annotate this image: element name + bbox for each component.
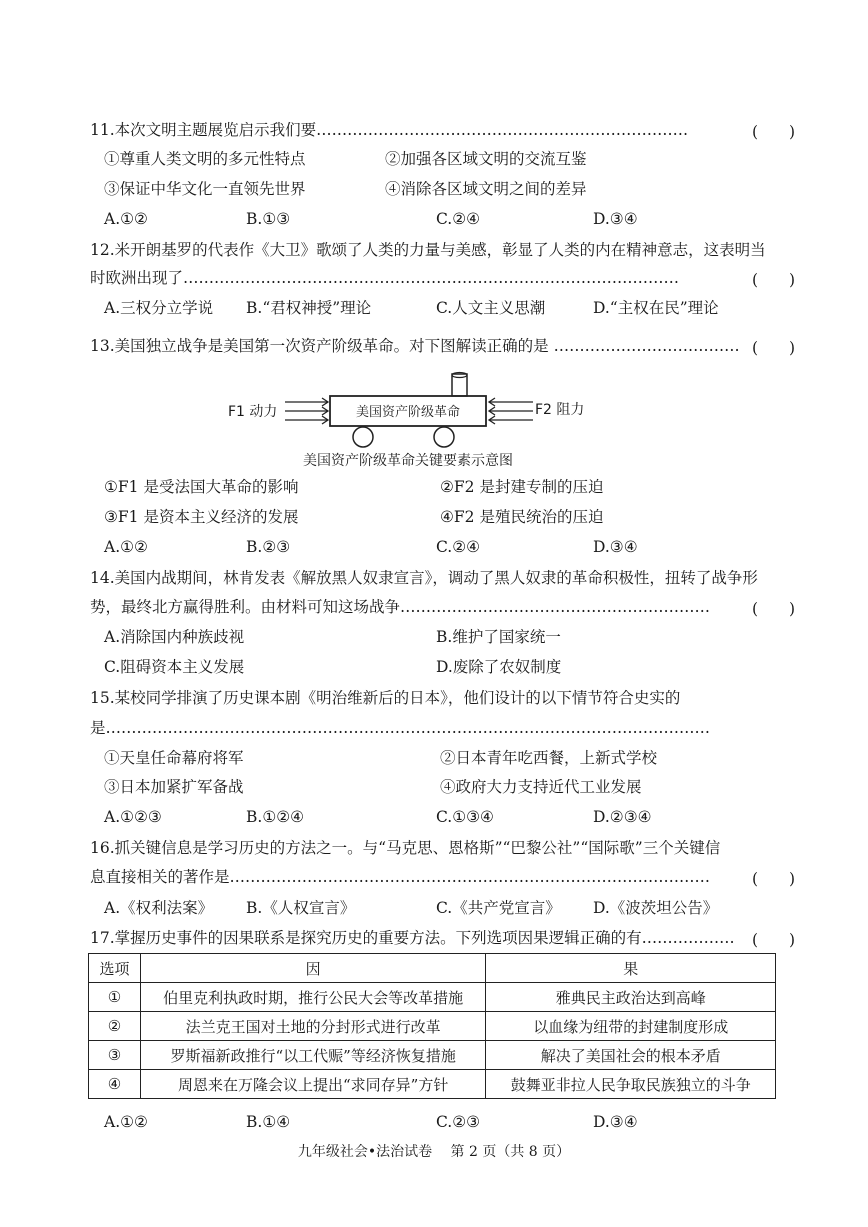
q13-stem: 13.美国独立战争是美国第一次资产阶级革命。对下图解读正确的是 ……………………………… bbox=[90, 337, 740, 355]
cause-effect-table bbox=[88, 953, 776, 1099]
table-cell-cause: 法兰克王国对土地的分封形式进行改革 bbox=[140, 1012, 485, 1041]
q13-choice-d: D.③④ bbox=[593, 538, 638, 556]
q11-option-2: ②加强各区域文明的交流互鉴 bbox=[385, 150, 587, 168]
table-cell-option: ② bbox=[89, 1012, 141, 1041]
q17-choice-a: A.①② bbox=[104, 1113, 148, 1131]
q12-choice-c: C.人文主义思潮 bbox=[436, 299, 546, 317]
q16-choice-d: D.《波茨坦公告》 bbox=[593, 899, 719, 917]
q16-stem-line1: 16.抓关键信息是学习历史的方法之一。与“马克思、恩格斯”“巴黎公社”“国际歌”三个关键信 bbox=[90, 839, 721, 857]
table-cell-option: ③ bbox=[89, 1041, 141, 1070]
q15-choice-c: C.①③④ bbox=[436, 808, 494, 826]
q16-choice-a: A.《权利法案》 bbox=[104, 899, 214, 917]
q15-option-1: ①天皇任命幕府将军 bbox=[104, 749, 244, 767]
table-cell-effect: 雅典民主政治达到高峰 bbox=[486, 983, 776, 1012]
q15-choice-a: A.①②③ bbox=[104, 808, 162, 826]
q13-choice-b: B.②③ bbox=[246, 538, 291, 556]
table-cell-effect: 以血缘为纽带的封建制度形成 bbox=[486, 1012, 776, 1041]
diagram-caption: 美国资产阶级革命关键要素示意图 bbox=[303, 453, 513, 469]
q17-choice-c: C.②③ bbox=[436, 1113, 481, 1131]
q13-option-3: ③F1 是资本主义经济的发展 bbox=[104, 508, 299, 526]
q11-choice-d: D.③④ bbox=[593, 210, 638, 228]
table-cell-effect: 解决了美国社会的根本矛盾 bbox=[486, 1041, 776, 1070]
q14-stem-line1: 14.美国内战期间，林肯发表《解放黑人奴隶宣言》，调动了黑人奴隶的革命积极性，扭转了战争形 bbox=[90, 569, 758, 587]
q12-choice-b: B.“君权神授”理论 bbox=[246, 299, 372, 317]
q11-option-4: ④消除各区域文明之间的差异 bbox=[385, 180, 587, 198]
q14-choice-b: B.维护了国家统一 bbox=[436, 628, 561, 646]
q13-option-2: ②F2 是封建专制的压迫 bbox=[440, 478, 604, 496]
table-cell-cause: 罗斯福新政推行“以工代赈”等经济恢复措施 bbox=[140, 1041, 485, 1070]
table-row bbox=[89, 1070, 776, 1099]
q11-option-3: ③保证中华文化一直领先世界 bbox=[104, 180, 306, 198]
table-row bbox=[89, 1012, 776, 1041]
q16-choice-b: B.《人权宣言》 bbox=[246, 899, 356, 917]
revolution-elements-diagram bbox=[0, 366, 868, 476]
table-header-cause: 因 bbox=[140, 954, 485, 983]
table-cell-effect: 鼓舞亚非拉人民争取民族独立的斗争 bbox=[486, 1070, 776, 1099]
q16-answer-paren: ( ) bbox=[752, 870, 796, 888]
q12-stem-line1: 12.米开朗基罗的代表作《大卫》歌颂了人类的力量与美感，彰显了人类的内在精神意志，这表明当 bbox=[90, 241, 766, 259]
q16-choice-c: C.《共产党宣言》 bbox=[436, 899, 561, 917]
f1-label: F1 动力 bbox=[228, 404, 278, 420]
q12-choice-a: A.三权分立学说 bbox=[104, 299, 214, 317]
q13-option-1: ①F1 是受法国大革命的影响 bbox=[104, 478, 299, 496]
q17-answer-paren: ( ) bbox=[752, 931, 796, 949]
q14-choice-d: D.废除了农奴制度 bbox=[436, 658, 562, 676]
q15-choice-d: D.②③④ bbox=[593, 808, 652, 826]
q12-choice-d: D.“主权在民”理论 bbox=[593, 299, 719, 317]
table-cell-cause: 周恩来在万隆会议上提出“求同存异”方针 bbox=[140, 1070, 485, 1099]
f2-arrows bbox=[489, 398, 533, 424]
q15-stem-line1: 15.某校同学排演了历史课本剧《明治维新后的日本》，他们设计的以下情节符合史实的 bbox=[90, 689, 681, 707]
table-cell-option: ① bbox=[89, 983, 141, 1012]
q16-stem-line2: 息直接相关的著作是………………………………………………………………………………… bbox=[90, 868, 711, 886]
q14-answer-paren: ( ) bbox=[752, 600, 796, 618]
q15-choice-b: B.①②④ bbox=[246, 808, 305, 826]
table-row bbox=[89, 983, 776, 1012]
q14-stem-line2: 势，最终北方赢得胜利。由材料可知这场战争…………………………………………………… bbox=[90, 598, 711, 616]
q11-choice-b: B.①③ bbox=[246, 210, 291, 228]
diagram-box-label: 美国资产阶级革命 bbox=[355, 405, 461, 420]
q13-choice-a: A.①② bbox=[104, 538, 148, 556]
q13-choice-c: C.②④ bbox=[436, 538, 481, 556]
f1-arrows bbox=[285, 398, 328, 424]
q15-option-3: ③日本加紧扩军备战 bbox=[104, 778, 244, 796]
diagram-wheel-right bbox=[434, 427, 454, 447]
q17-choice-d: D.③④ bbox=[593, 1113, 638, 1131]
q14-choice-c: C.阻碍资本主义发展 bbox=[104, 658, 245, 676]
table-row bbox=[89, 1041, 776, 1070]
q11-choice-c: C.②④ bbox=[436, 210, 481, 228]
q11-answer-paren: ( ) bbox=[752, 123, 796, 141]
q14-choice-a: A.消除国内种族歧视 bbox=[104, 628, 245, 646]
table-cell-option: ④ bbox=[89, 1070, 141, 1099]
table-header-effect: 果 bbox=[486, 954, 776, 983]
table-header-option: 选项 bbox=[89, 954, 141, 983]
q15-option-2: ②日本青年吃西餐，上新式学校 bbox=[440, 749, 658, 767]
q11-stem: 11.本次文明主题展览启示我们要……………………………………………………………… bbox=[90, 121, 689, 139]
q11-choice-a: A.①② bbox=[104, 210, 148, 228]
q17-stem: 17.掌握历史事件的因果联系是探究历史的重要方法。下列选项因果逻辑正确的有……………… bbox=[90, 929, 735, 947]
q11-option-1: ①尊重人类文明的多元性特点 bbox=[104, 150, 306, 168]
q13-answer-paren: ( ) bbox=[752, 339, 796, 357]
q17-choice-b: B.①④ bbox=[246, 1113, 291, 1131]
q12-answer-paren: ( ) bbox=[752, 271, 796, 289]
q15-stem-line2: 是……………………………………………………………………………………………………… bbox=[90, 719, 711, 737]
q12-stem-line2: 时欧洲出现了…………………………………………………………………………………… bbox=[90, 269, 680, 287]
diagram-wheel-left bbox=[353, 427, 373, 447]
q15-option-4: ④政府大力支持近代工业发展 bbox=[440, 778, 642, 796]
page-footer: 九年级社会•法治试卷 第 2 页（共 8 页） bbox=[297, 1144, 571, 1160]
table-header-row bbox=[89, 954, 776, 983]
table-cell-cause: 伯里克利执政时期，推行公民大会等改革措施 bbox=[140, 983, 485, 1012]
q13-option-4: ④F2 是殖民统治的压迫 bbox=[440, 508, 604, 526]
f2-label: F2 阻力 bbox=[535, 402, 585, 418]
